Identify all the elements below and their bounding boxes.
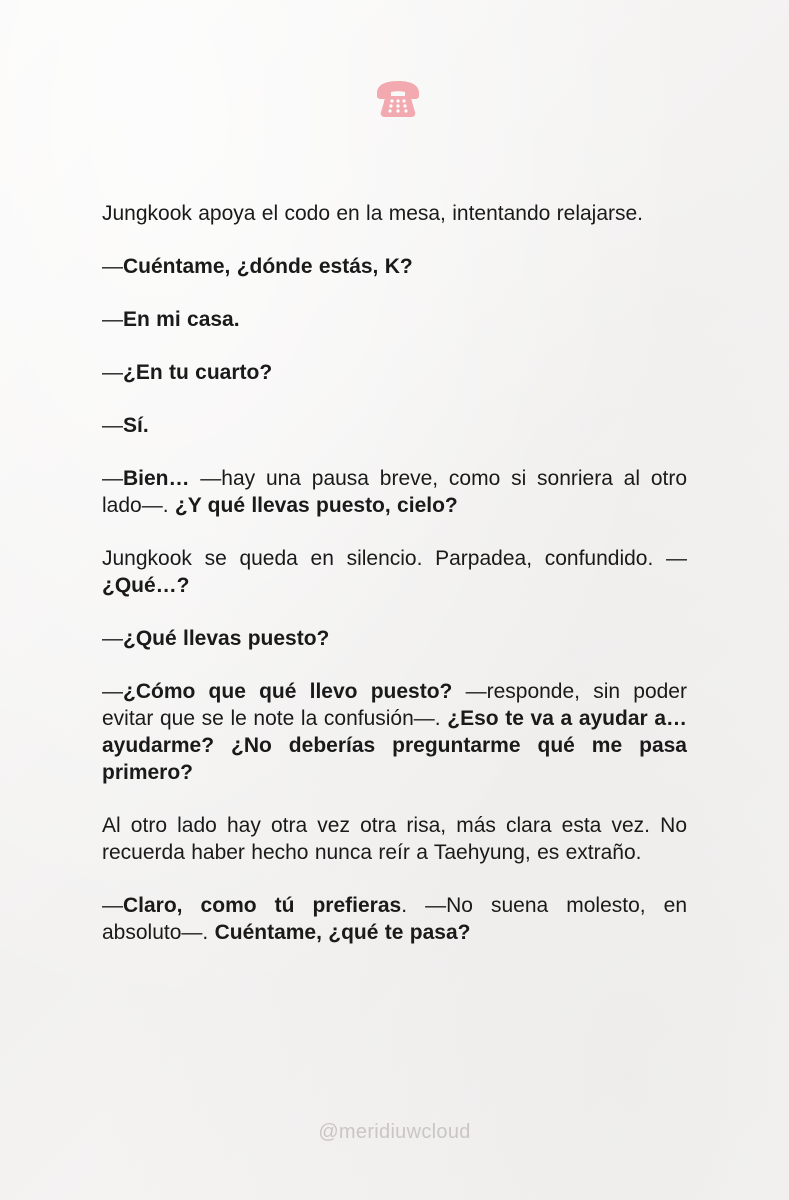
narration-text: . —No suena molesto, en absoluto—. bbox=[102, 894, 687, 944]
narration-text: — bbox=[102, 414, 123, 437]
dialogue-line: ¿Eso te va a ayudar a… ayudarme? ¿No deberías preguntarme qué me pasa primero? bbox=[102, 707, 687, 784]
dialogue-line: ¿En tu cuarto? bbox=[123, 361, 273, 384]
paragraph bbox=[102, 465, 687, 519]
paragraph bbox=[102, 892, 687, 946]
telephone-icon bbox=[375, 79, 421, 117]
narration-text: — bbox=[102, 680, 123, 703]
paragraph bbox=[102, 545, 687, 599]
narration-text: — bbox=[102, 255, 123, 278]
dialogue-line: ¿Y qué llevas puesto, cielo? bbox=[174, 494, 458, 517]
paragraph bbox=[102, 200, 687, 227]
paragraph bbox=[102, 678, 687, 786]
dialogue-line: Cuéntame, ¿qué te pasa? bbox=[214, 921, 471, 944]
dialogue-line: ¿Qué llevas puesto? bbox=[123, 627, 330, 650]
narration-text: Jungkook se queda en silencio. Parpadea, confundido. — bbox=[102, 547, 687, 570]
story-text bbox=[102, 200, 687, 972]
narration-text: —responde, sin poder evitar que se le note la confusión—. bbox=[102, 680, 687, 730]
paragraph bbox=[102, 306, 687, 333]
paragraph bbox=[102, 625, 687, 652]
paragraph bbox=[102, 253, 687, 280]
narration-text: — bbox=[102, 894, 123, 917]
dialogue-line: Cuéntame, ¿dónde estás, K? bbox=[123, 255, 413, 278]
paragraph bbox=[102, 812, 687, 866]
dialogue-line: Bien… bbox=[123, 467, 190, 490]
narration-text: — bbox=[102, 308, 123, 331]
dialogue-line: ¿Cómo que qué llevo puesto? bbox=[123, 680, 453, 703]
watermark: @meridiuwcloud bbox=[318, 1121, 471, 1143]
narration-text: Al otro lado hay otra vez otra risa, más clara esta vez. No recuerda haber hecho nunca reír a Taehyung, es extraño. bbox=[102, 814, 687, 864]
dialogue-line: ¿Qué…? bbox=[102, 574, 190, 597]
dialogue-line: Claro, como tú prefieras bbox=[123, 894, 402, 917]
narration-text: Jungkook apoya el codo en la mesa, intentando relajarse. bbox=[102, 202, 644, 225]
narration-text: — bbox=[102, 361, 123, 384]
narration-text: — bbox=[102, 467, 123, 490]
dialogue-line: Sí. bbox=[123, 414, 149, 437]
narration-text: — bbox=[102, 627, 123, 650]
paragraph bbox=[102, 359, 687, 386]
paragraph bbox=[102, 412, 687, 439]
narration-text: —hay una pausa breve, como si sonriera al otro lado—. bbox=[102, 467, 687, 517]
dialogue-line: En mi casa. bbox=[123, 308, 240, 331]
